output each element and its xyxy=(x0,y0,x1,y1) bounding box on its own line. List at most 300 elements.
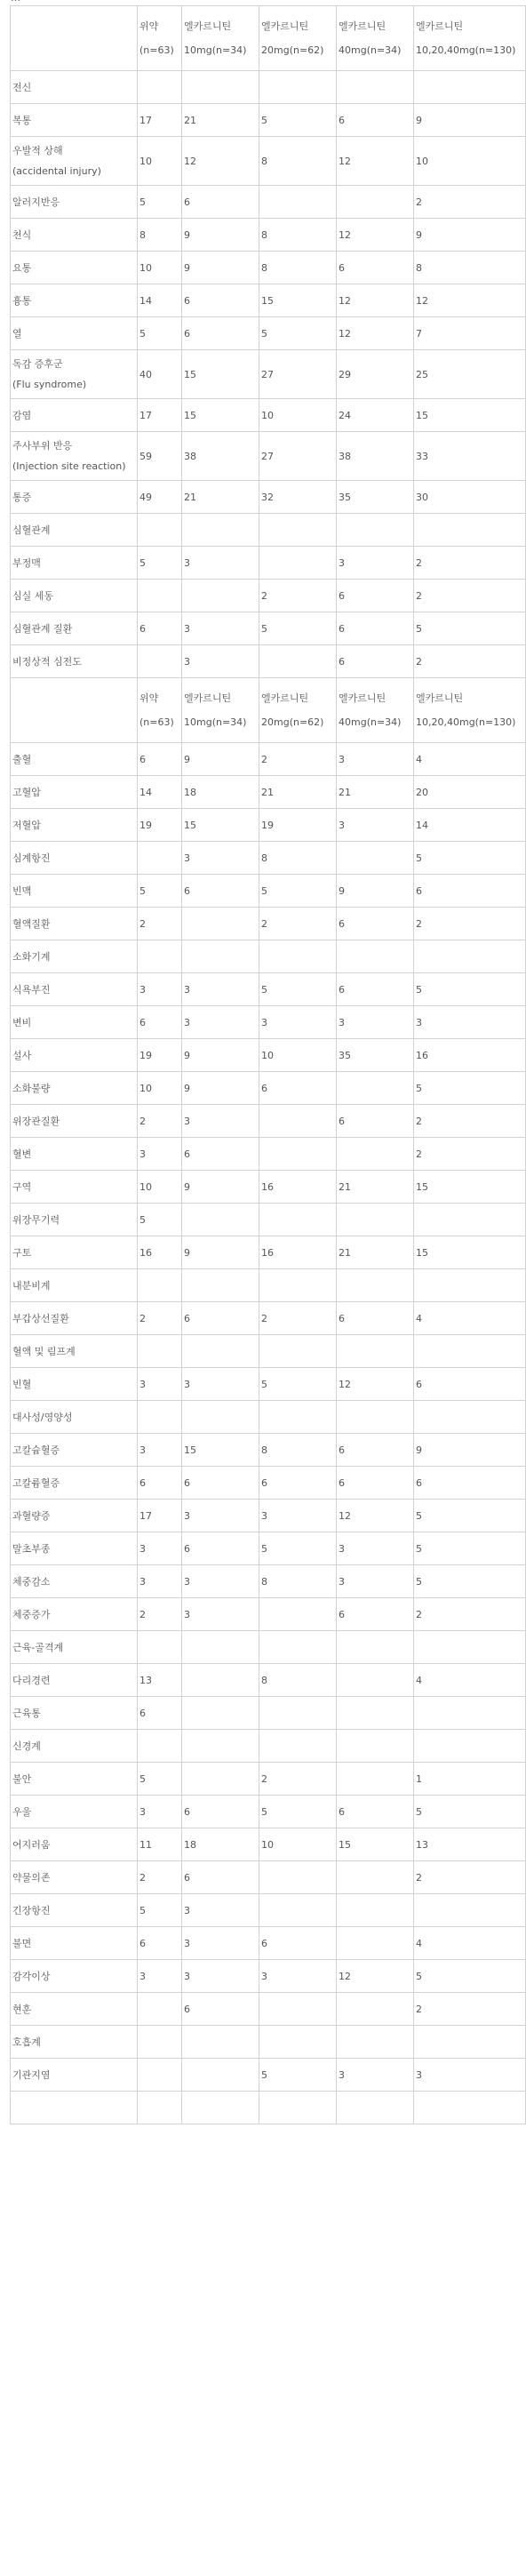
value-cell: 4 xyxy=(414,1927,526,1960)
value-cell: 8 xyxy=(138,219,182,252)
value-cell: 6 xyxy=(259,1072,337,1105)
value-cell: 1 xyxy=(414,1763,526,1796)
row-label: 열 xyxy=(12,327,22,340)
value-cell: 24 xyxy=(337,399,414,432)
column-header-group-size: 10,20,40mg(n=130) xyxy=(416,716,516,728)
value-cell xyxy=(259,1335,337,1368)
table-row xyxy=(11,1631,526,1664)
value-cell: 4 xyxy=(414,1302,526,1335)
row-label-cell xyxy=(11,940,138,973)
table-row xyxy=(11,908,526,940)
row-label-cell xyxy=(11,186,138,219)
row-label-cell xyxy=(11,1269,138,1302)
table-row xyxy=(11,875,526,908)
value-cell xyxy=(138,1993,182,2026)
value-cell: 6 xyxy=(337,645,414,678)
column-header xyxy=(414,6,526,71)
value-cell: 6 xyxy=(138,1006,182,1039)
value-cell: 19 xyxy=(138,1039,182,1072)
value-cell xyxy=(337,1204,414,1236)
table-row xyxy=(11,1532,526,1565)
value-cell: 3 xyxy=(182,1006,259,1039)
value-cell: 6 xyxy=(182,284,259,317)
value-cell xyxy=(182,1269,259,1302)
value-cell: 18 xyxy=(182,776,259,809)
value-cell: 3 xyxy=(182,547,259,580)
value-cell: 5 xyxy=(414,1960,526,1993)
table-body xyxy=(11,6,526,2124)
value-cell: 4 xyxy=(414,1664,526,1697)
value-cell: 35 xyxy=(337,481,414,514)
value-cell: 6 xyxy=(337,1467,414,1500)
value-cell xyxy=(182,2059,259,2092)
value-cell xyxy=(182,514,259,547)
row-label-cell xyxy=(11,432,138,481)
value-cell xyxy=(337,1927,414,1960)
value-cell xyxy=(259,2092,337,2124)
table-row xyxy=(11,399,526,432)
value-cell xyxy=(259,186,337,219)
value-cell xyxy=(138,2092,182,2124)
value-cell: 3 xyxy=(182,973,259,1006)
column-header-group-size: 10,20,40mg(n=130) xyxy=(416,44,516,56)
value-cell xyxy=(182,1664,259,1697)
table-row xyxy=(11,2092,526,2124)
value-cell: 5 xyxy=(138,1204,182,1236)
value-cell: 3 xyxy=(182,1960,259,1993)
value-cell xyxy=(259,1204,337,1236)
row-label: 심실 세동 xyxy=(12,589,54,602)
table-row xyxy=(11,1434,526,1467)
value-cell: 6 xyxy=(414,1467,526,1500)
value-cell: 6 xyxy=(337,908,414,940)
row-label-cell xyxy=(11,252,138,284)
row-label-english: (Flu syndrome) xyxy=(12,379,87,390)
value-cell: 10 xyxy=(259,1039,337,1072)
value-cell xyxy=(414,2092,526,2124)
value-cell: 35 xyxy=(337,1039,414,1072)
row-label-cell xyxy=(11,219,138,252)
row-label-cell xyxy=(11,2092,138,2124)
row-label: 식욕부진 xyxy=(12,983,51,996)
table-row xyxy=(11,1368,526,1401)
row-label: 근육-골격계 xyxy=(12,1641,64,1653)
value-cell: 5 xyxy=(138,547,182,580)
value-cell: 3 xyxy=(259,1500,337,1532)
row-label-cell xyxy=(11,1302,138,1335)
value-cell: 5 xyxy=(414,842,526,875)
value-cell xyxy=(337,71,414,104)
value-cell: 2 xyxy=(414,908,526,940)
value-cell: 2 xyxy=(414,1138,526,1171)
header-corner-cell xyxy=(11,6,138,71)
value-cell: 6 xyxy=(259,1927,337,1960)
value-cell: 6 xyxy=(138,1927,182,1960)
value-cell: 6 xyxy=(414,875,526,908)
row-label: 빈혈 xyxy=(12,1378,32,1390)
value-cell: 40 xyxy=(138,350,182,399)
column-header-label: 위약 xyxy=(139,20,159,32)
value-cell: 6 xyxy=(182,1861,259,1894)
table-row xyxy=(11,1697,526,1730)
row-label: 심혈관계 질환 xyxy=(12,622,73,635)
table-row xyxy=(11,1828,526,1861)
value-cell: 6 xyxy=(337,973,414,1006)
value-cell: 27 xyxy=(259,432,337,481)
value-cell: 6 xyxy=(182,1467,259,1500)
table-row xyxy=(11,1598,526,1631)
value-cell xyxy=(414,1697,526,1730)
column-header xyxy=(337,6,414,71)
value-cell: 8 xyxy=(259,842,337,875)
row-label: 요통 xyxy=(12,261,32,274)
row-label: 구토 xyxy=(12,1246,32,1259)
value-cell: 12 xyxy=(337,284,414,317)
value-cell: 6 xyxy=(182,1993,259,2026)
value-cell: 9 xyxy=(182,1236,259,1269)
row-label-cell xyxy=(11,399,138,432)
value-cell xyxy=(259,514,337,547)
row-label-cell xyxy=(11,481,138,514)
row-label-cell xyxy=(11,1204,138,1236)
row-label: 흉통 xyxy=(12,294,32,307)
row-label-cell xyxy=(11,645,138,678)
value-cell xyxy=(259,1730,337,1763)
value-cell: 3 xyxy=(138,973,182,1006)
table-row xyxy=(11,1039,526,1072)
value-cell: 6 xyxy=(138,1467,182,1500)
value-cell: 15 xyxy=(182,809,259,842)
value-cell: 10 xyxy=(138,1171,182,1204)
column-header xyxy=(259,678,337,743)
row-label: 고칼륨혈증 xyxy=(12,1476,60,1489)
row-label-cell xyxy=(11,317,138,350)
row-label-cell xyxy=(11,1500,138,1532)
row-label: 혈액질환 xyxy=(12,917,51,930)
row-label-cell xyxy=(11,1039,138,1072)
value-cell xyxy=(138,1730,182,1763)
value-cell: 15 xyxy=(182,1434,259,1467)
value-cell xyxy=(138,1401,182,1434)
row-label-cell xyxy=(11,1828,138,1861)
value-cell: 19 xyxy=(138,809,182,842)
row-label: 출혈 xyxy=(12,753,32,765)
value-cell: 6 xyxy=(337,104,414,137)
value-cell xyxy=(414,1730,526,1763)
value-cell: 3 xyxy=(138,1532,182,1565)
value-cell: 6 xyxy=(337,580,414,612)
value-cell: 49 xyxy=(138,481,182,514)
table-row xyxy=(11,1138,526,1171)
column-header-label: 엘카르니틴 xyxy=(184,20,232,32)
value-cell: 5 xyxy=(259,612,337,645)
row-label-cell xyxy=(11,547,138,580)
value-cell xyxy=(259,1631,337,1664)
row-label: 복통 xyxy=(12,114,32,126)
column-header-label: 엘카르니틴 xyxy=(261,692,309,704)
row-label: 우울 xyxy=(12,1805,32,1818)
value-cell xyxy=(182,1401,259,1434)
row-label-cell xyxy=(11,1236,138,1269)
column-header-label: 위약 xyxy=(139,692,159,704)
row-label-english: (accidental injury) xyxy=(12,165,101,177)
value-cell: 8 xyxy=(259,252,337,284)
value-cell: 21 xyxy=(259,776,337,809)
column-header-label: 엘카르니틴 xyxy=(416,20,464,32)
value-cell: 2 xyxy=(259,743,337,776)
row-label-cell xyxy=(11,2059,138,2092)
value-cell xyxy=(182,580,259,612)
value-cell: 3 xyxy=(138,1138,182,1171)
value-cell xyxy=(337,1730,414,1763)
value-cell xyxy=(337,1697,414,1730)
column-header-group-size: 40mg(n=34) xyxy=(339,716,402,728)
value-cell: 16 xyxy=(259,1171,337,1204)
table-row xyxy=(11,317,526,350)
row-label-cell xyxy=(11,1730,138,1763)
value-cell xyxy=(337,1269,414,1302)
value-cell: 32 xyxy=(259,481,337,514)
value-cell xyxy=(337,1763,414,1796)
value-cell: 7 xyxy=(414,317,526,350)
row-label: 저혈압 xyxy=(12,819,41,831)
value-cell: 12 xyxy=(337,1960,414,1993)
value-cell: 6 xyxy=(138,743,182,776)
value-cell: 6 xyxy=(337,252,414,284)
row-label: 불면 xyxy=(12,1937,32,1949)
table-row xyxy=(11,580,526,612)
row-label: 독감 증후군 xyxy=(12,358,63,370)
value-cell xyxy=(414,1401,526,1434)
value-cell: 15 xyxy=(259,284,337,317)
row-label: 어지러움 xyxy=(12,1838,51,1851)
value-cell: 21 xyxy=(337,1236,414,1269)
table-row xyxy=(11,1171,526,1204)
value-cell xyxy=(182,1204,259,1236)
value-cell: 3 xyxy=(182,645,259,678)
value-cell xyxy=(414,1631,526,1664)
table-row xyxy=(11,350,526,399)
table-row xyxy=(11,776,526,809)
table-row xyxy=(11,1335,526,1368)
value-cell: 12 xyxy=(182,137,259,186)
value-cell: 17 xyxy=(138,1500,182,1532)
row-label: 주사부위 반응 xyxy=(12,440,73,452)
value-cell: 12 xyxy=(337,1500,414,1532)
value-cell xyxy=(337,2092,414,2124)
value-cell: 4 xyxy=(414,743,526,776)
value-cell: 2 xyxy=(414,1598,526,1631)
value-cell xyxy=(337,1894,414,1927)
value-cell: 9 xyxy=(414,1434,526,1467)
table-row xyxy=(11,284,526,317)
value-cell xyxy=(414,1269,526,1302)
value-cell: 5 xyxy=(138,1894,182,1927)
row-label: 위장관질환 xyxy=(12,1115,60,1127)
table-row xyxy=(11,1236,526,1269)
row-label-cell xyxy=(11,1763,138,1796)
table-row xyxy=(11,1664,526,1697)
value-cell: 10 xyxy=(138,252,182,284)
adverse-events-table xyxy=(10,5,526,2124)
value-cell: 14 xyxy=(138,284,182,317)
value-cell xyxy=(337,940,414,973)
row-label-cell xyxy=(11,71,138,104)
value-cell: 5 xyxy=(259,973,337,1006)
table-caption-cut xyxy=(11,0,20,4)
table-row xyxy=(11,104,526,137)
value-cell: 15 xyxy=(414,399,526,432)
row-label-cell xyxy=(11,1171,138,1204)
value-cell: 9 xyxy=(182,1171,259,1204)
value-cell: 5 xyxy=(138,875,182,908)
value-cell xyxy=(138,842,182,875)
value-cell xyxy=(182,940,259,973)
value-cell: 38 xyxy=(182,432,259,481)
row-label-cell xyxy=(11,1401,138,1434)
column-header-group-size: (n=63) xyxy=(139,716,174,728)
row-label: 감각이상 xyxy=(12,1970,51,1982)
value-cell: 3 xyxy=(182,1598,259,1631)
value-cell xyxy=(414,1894,526,1927)
value-cell: 6 xyxy=(337,1796,414,1828)
table-row xyxy=(11,137,526,186)
value-cell: 2 xyxy=(259,908,337,940)
row-label-english: (Injection site reaction) xyxy=(12,460,126,472)
column-header-label: 엘카르니틴 xyxy=(416,692,464,704)
table-row xyxy=(11,1993,526,2026)
row-label: 비정상적 심전도 xyxy=(12,655,82,668)
column-header xyxy=(138,678,182,743)
row-label: 고혈압 xyxy=(12,786,41,798)
value-cell: 9 xyxy=(182,252,259,284)
value-cell: 3 xyxy=(138,1796,182,1828)
value-cell xyxy=(337,1335,414,1368)
value-cell: 15 xyxy=(182,350,259,399)
value-cell: 18 xyxy=(182,1828,259,1861)
row-label-cell xyxy=(11,1565,138,1598)
value-cell: 6 xyxy=(414,1368,526,1401)
table-row xyxy=(11,1105,526,1138)
column-header-group-size: 20mg(n=62) xyxy=(261,716,324,728)
value-cell xyxy=(138,2059,182,2092)
value-cell: 13 xyxy=(138,1664,182,1697)
value-cell xyxy=(182,1730,259,1763)
header-corner-cell xyxy=(11,678,138,743)
table-row xyxy=(11,1730,526,1763)
row-label-cell xyxy=(11,350,138,399)
table-row xyxy=(11,1796,526,1828)
value-cell: 2 xyxy=(414,580,526,612)
table-row xyxy=(11,1861,526,1894)
value-cell: 10 xyxy=(138,1072,182,1105)
value-cell: 5 xyxy=(414,1565,526,1598)
row-label: 구역 xyxy=(12,1180,32,1193)
value-cell: 3 xyxy=(337,743,414,776)
value-cell xyxy=(182,2026,259,2059)
value-cell: 3 xyxy=(182,1894,259,1927)
value-cell: 17 xyxy=(138,104,182,137)
row-label-cell xyxy=(11,842,138,875)
value-cell: 3 xyxy=(182,1500,259,1532)
row-label-cell xyxy=(11,1894,138,1927)
value-cell xyxy=(259,940,337,973)
value-cell: 8 xyxy=(259,1434,337,1467)
row-label: 알러지반응 xyxy=(12,196,60,208)
row-label-cell xyxy=(11,612,138,645)
value-cell xyxy=(259,1993,337,2026)
value-cell: 16 xyxy=(259,1236,337,1269)
column-header-label: 엘카르니틴 xyxy=(339,692,387,704)
value-cell: 11 xyxy=(138,1828,182,1861)
value-cell: 2 xyxy=(414,186,526,219)
value-cell: 2 xyxy=(414,1993,526,2026)
value-cell xyxy=(259,547,337,580)
row-label-cell xyxy=(11,1664,138,1697)
table-row xyxy=(11,1072,526,1105)
value-cell: 5 xyxy=(138,1763,182,1796)
value-cell: 2 xyxy=(414,1105,526,1138)
value-cell: 3 xyxy=(337,1532,414,1565)
value-cell xyxy=(182,71,259,104)
row-label-cell xyxy=(11,1796,138,1828)
row-label-cell xyxy=(11,104,138,137)
row-label: 체중증가 xyxy=(12,1608,51,1620)
value-cell: 3 xyxy=(182,612,259,645)
row-label: 위장무기력 xyxy=(12,1213,60,1226)
value-cell: 14 xyxy=(138,776,182,809)
row-label: 통증 xyxy=(12,491,32,503)
table-row xyxy=(11,1565,526,1598)
value-cell xyxy=(138,940,182,973)
value-cell: 21 xyxy=(182,104,259,137)
value-cell xyxy=(182,1335,259,1368)
table-header-row xyxy=(11,6,526,71)
value-cell: 9 xyxy=(182,743,259,776)
row-label-cell xyxy=(11,776,138,809)
value-cell: 3 xyxy=(259,1960,337,1993)
value-cell xyxy=(337,514,414,547)
value-cell: 3 xyxy=(259,1006,337,1039)
value-cell xyxy=(182,2092,259,2124)
row-label: 변비 xyxy=(12,1016,32,1028)
value-cell: 59 xyxy=(138,432,182,481)
value-cell: 6 xyxy=(337,612,414,645)
value-cell: 6 xyxy=(138,612,182,645)
value-cell: 3 xyxy=(182,842,259,875)
value-cell: 9 xyxy=(182,1039,259,1072)
value-cell: 12 xyxy=(337,137,414,186)
value-cell: 21 xyxy=(182,481,259,514)
row-label-cell xyxy=(11,1434,138,1467)
table-row xyxy=(11,1302,526,1335)
value-cell: 2 xyxy=(138,1861,182,1894)
value-cell: 8 xyxy=(259,1565,337,1598)
value-cell: 10 xyxy=(138,137,182,186)
row-label-cell xyxy=(11,908,138,940)
value-cell: 38 xyxy=(337,432,414,481)
value-cell: 33 xyxy=(414,432,526,481)
value-cell: 6 xyxy=(259,1467,337,1500)
row-label-cell xyxy=(11,2026,138,2059)
value-cell: 12 xyxy=(337,219,414,252)
value-cell: 9 xyxy=(414,219,526,252)
row-label-cell xyxy=(11,1598,138,1631)
row-label-cell xyxy=(11,1960,138,1993)
value-cell xyxy=(259,1697,337,1730)
row-label-cell xyxy=(11,1138,138,1171)
value-cell: 15 xyxy=(337,1828,414,1861)
